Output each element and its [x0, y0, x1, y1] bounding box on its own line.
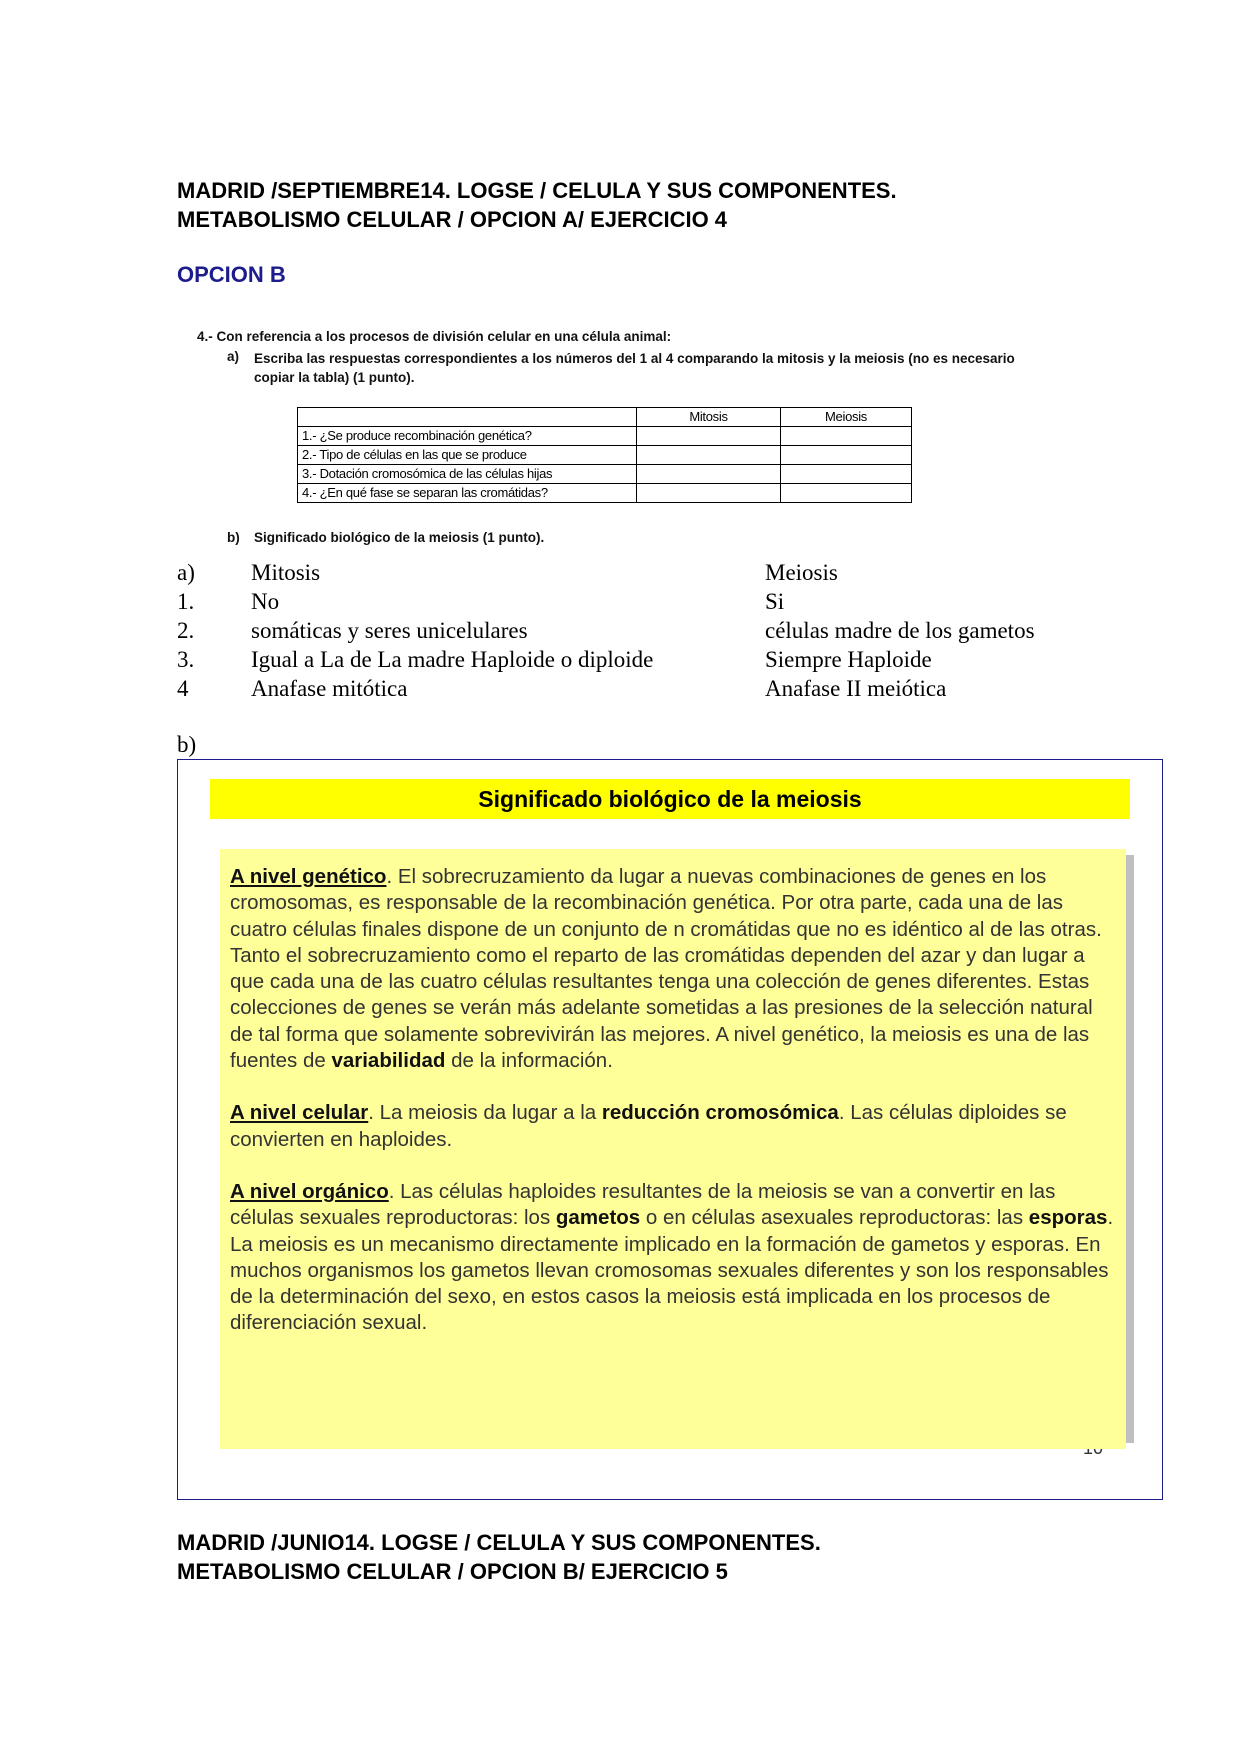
- slide-body: [220, 849, 1126, 1449]
- table-cell: 4.- ¿En qué fase se separan las cromátidas?: [298, 484, 637, 503]
- answer-meiosis: Meiosis: [765, 560, 838, 585]
- table-row: [298, 465, 912, 484]
- answer-mitosis: Igual a La de La madre Haploide o diploide: [251, 647, 654, 672]
- section-heading-2: [177, 1528, 821, 1586]
- question-b-text: Significado biológico de la meiosis (1 punto).: [254, 530, 545, 545]
- answer-mitosis: somáticas y seres unicelulares: [251, 618, 528, 643]
- answer-meiosis: Si: [765, 589, 785, 614]
- answer-meiosis: Siempre Haploide: [765, 647, 932, 672]
- answer-mitosis: Mitosis: [251, 560, 321, 585]
- table-row: [298, 427, 912, 446]
- answer-meiosis: Anafase II meiótica: [765, 676, 947, 701]
- table-header-cell: [298, 408, 637, 427]
- heading-line: MADRID /JUNIO14. LOGSE / CELULA Y SUS COMPONENTES.: [177, 1530, 821, 1555]
- table-row: [298, 484, 912, 503]
- heading-line: METABOLISMO CELULAR / OPCION A/ EJERCICIO 4: [177, 207, 728, 232]
- table-cell: 3.- Dotación cromosómica de las células hijas: [298, 465, 637, 484]
- option-label: OPCION B: [177, 262, 286, 287]
- table-row: [298, 446, 912, 465]
- question-a-text: Escriba las respuestas correspondientes a los números del 1 al 4 comparando la mitosis y la meiosis (no es necesario copiar la tabla) (1 punto).: [254, 351, 1015, 385]
- heading-line: MADRID /SEPTIEMBRE14. LOGSE / CELULA Y SUS COMPONENTES.: [177, 178, 897, 203]
- answer-mitosis: No: [251, 589, 280, 614]
- answer-label: 1.: [177, 589, 195, 614]
- table-header-cell: Meiosis: [781, 408, 912, 427]
- answer-label: 3.: [177, 647, 195, 672]
- answer-label: a): [177, 560, 195, 585]
- question-title: 4.- Con referencia a los procesos de división celular en una célula animal:: [197, 329, 672, 344]
- section-heading-1: [177, 176, 897, 234]
- paragraph-heading: A nivel genético: [230, 865, 387, 888]
- table-header-cell: Mitosis: [637, 408, 781, 427]
- paragraph-genetico: A nivel genético. El sobrecruzamiento da lugar a nuevas combinaciones de genes en los cromosomas, es responsable de la recombinación genética. Por otra parte, cada una de las cuatro células finales dispone de un conjunto de n cromátidas que no es idéntico al de las otras. Tanto el sobrecruzamiento como el reparto de las cromátidas dependen del azar y dan lugar a que cada una de las cuatro células resultantes tenga una colección de genes diferentes. Estas colecciones de genes se verán más adelante sometidas a las presiones de la selección natural de tal forma que solamente sobrevivirán las mejores. A nivel genético, la meiosis es una de las fuentes de variabilidad de la información.: [230, 865, 1102, 1073]
- table-cell: 1.- ¿Se produce recombinación genética?: [298, 427, 637, 446]
- table-header-row: [298, 408, 912, 427]
- comparison-table: [297, 407, 912, 503]
- paragraph-organico: A nivel orgánico. Las células haploides resultantes de la meiosis se van a convertir en las células sexuales reproductoras: los gametos o en células asexuales reproductoras: las esporas. La meiosis es un mecanismo directamente implicado en la formación de gametos y esporas. En muchos organismos los gametos llevan cromosomas sexuales diferentes y son los responsables de la determinación del sexo, en estos casos la meiosis está implicada en los procesos de diferenciación sexual.: [230, 1179, 1114, 1335]
- answer-b-label: b): [177, 732, 197, 757]
- question-b-label: b): [227, 530, 240, 545]
- paragraph-celular: A nivel celular. La meiosis da lugar a la reducción cromosómica. Las células diploides se convierten en haploides.: [230, 1101, 1067, 1151]
- answers-block: [0, 558, 1241, 738]
- answer-meiosis: células madre de los gametos: [765, 618, 1035, 643]
- paragraph-heading: A nivel orgánico: [230, 1179, 389, 1203]
- slide-title: Significado biológico de la meiosis: [210, 779, 1130, 819]
- table-cell: 2.- Tipo de células en las que se produce: [298, 446, 637, 465]
- answer-mitosis: Anafase mitótica: [251, 676, 408, 701]
- paragraph-heading: A nivel celular: [230, 1101, 369, 1125]
- heading-line: METABOLISMO CELULAR / OPCION B/ EJERCICIO 5: [177, 1559, 728, 1584]
- answer-label: 2.: [177, 618, 195, 643]
- answer-label: 4: [177, 676, 189, 701]
- question-a-label: a): [227, 349, 240, 364]
